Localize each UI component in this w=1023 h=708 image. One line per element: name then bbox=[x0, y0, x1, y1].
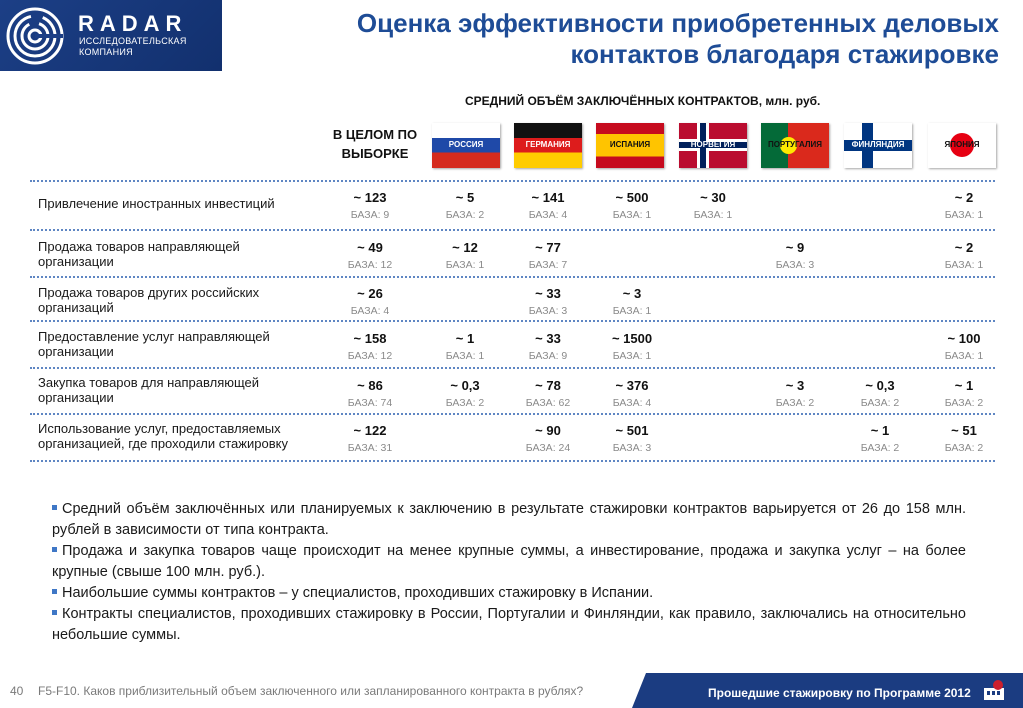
bullet-square-icon bbox=[52, 610, 57, 615]
list-item bbox=[52, 499, 966, 541]
cell-value: ~ 33 bbox=[535, 286, 561, 301]
row-label-line1: Закупка товаров для направляющей bbox=[38, 375, 260, 390]
table-row-label bbox=[38, 239, 328, 269]
cell-base: БАЗА: 2 bbox=[860, 442, 900, 454]
table-row-label bbox=[38, 196, 328, 211]
cell-value: ~ 141 bbox=[531, 190, 565, 205]
cell-base: БАЗА: 1 bbox=[944, 350, 984, 362]
list-item bbox=[52, 604, 966, 646]
logo-subtitle-line1: ИССЛЕДОВАТЕЛЬСКАЯ bbox=[79, 36, 187, 46]
cell-base: БАЗА: 1 bbox=[445, 259, 485, 271]
cell-base: БАЗА: 2 bbox=[775, 397, 815, 409]
logo-name: RADAR bbox=[78, 11, 188, 36]
findings-list bbox=[52, 499, 966, 646]
cell-base: БАЗА: 1 bbox=[445, 350, 485, 362]
row-label-line1: Использование услуг, предоставляемых bbox=[38, 421, 281, 436]
page-title-line2: контактов благодаря стажировке bbox=[570, 39, 999, 69]
cell-value: ~ 0,3 bbox=[865, 378, 895, 393]
cell-value: ~ 158 bbox=[353, 331, 387, 346]
cell-base: БАЗА: 4 bbox=[612, 397, 652, 409]
list-item bbox=[52, 583, 966, 604]
cell-base: БАЗА: 2 bbox=[445, 397, 485, 409]
cell-base: БАЗА: 4 bbox=[528, 209, 568, 221]
cell-base: БАЗА: 7 bbox=[528, 259, 568, 271]
flag-russia bbox=[432, 123, 500, 168]
table-row-label bbox=[38, 329, 328, 359]
table-separator bbox=[30, 460, 995, 462]
row-label-line2: организации bbox=[38, 390, 114, 405]
logo-subtitle bbox=[79, 36, 187, 58]
cell-value: ~ 1 bbox=[870, 423, 890, 438]
cell-value: ~ 90 bbox=[535, 423, 561, 438]
cell-base: БАЗА: 2 bbox=[860, 397, 900, 409]
table-row-label bbox=[38, 421, 328, 451]
flag-norway bbox=[679, 123, 747, 168]
cell-value: ~ 12 bbox=[452, 240, 478, 255]
table-title: СРЕДНИЙ ОБЪЁМ ЗАКЛЮЧЁННЫХ КОНТРАКТОВ, млн. руб. bbox=[465, 94, 821, 108]
row-label-line1: Предоставление услуг направляющей bbox=[38, 329, 270, 344]
flag-japan bbox=[928, 123, 996, 168]
flag-label-finland: ФИНЛЯНДИЯ bbox=[851, 140, 905, 149]
flag-label-spain: ИСПАНИЯ bbox=[609, 140, 651, 149]
cell-value: ~ 3 bbox=[622, 286, 642, 301]
bullet-square-icon bbox=[52, 505, 57, 510]
cell-base: БАЗА: 3 bbox=[528, 305, 568, 317]
cell-value: ~ 26 bbox=[357, 286, 383, 301]
page-title-line1: Оценка эффективности приобретенных деловых bbox=[356, 8, 999, 38]
cell-base: БАЗА: 12 bbox=[347, 350, 393, 362]
company-logo bbox=[0, 0, 222, 71]
cell-base: БАЗА: 74 bbox=[347, 397, 393, 409]
cell-base: БАЗА: 1 bbox=[944, 209, 984, 221]
list-item bbox=[52, 541, 966, 583]
cell-value: ~ 33 bbox=[535, 331, 561, 346]
row-label-line2: организацией, где проходили стажировку bbox=[38, 436, 288, 451]
bullet-square-icon bbox=[52, 589, 57, 594]
row-label-line2: организаций bbox=[38, 300, 114, 315]
cell-value: ~ 100 bbox=[947, 331, 981, 346]
cell-base: БАЗА: 1 bbox=[612, 350, 652, 362]
cell-value: ~ 2 bbox=[954, 240, 974, 255]
flag-portugal bbox=[761, 123, 829, 168]
page-number: 40 bbox=[10, 684, 24, 698]
flag-label-japan: ЯПОНИЯ bbox=[944, 140, 980, 149]
cell-base: БАЗА: 24 bbox=[525, 442, 571, 454]
cell-value: ~ 501 bbox=[615, 423, 649, 438]
cell-base: БАЗА: 3 bbox=[775, 259, 815, 271]
cell-base: БАЗА: 12 bbox=[347, 259, 393, 271]
row-label-line2: организации bbox=[38, 344, 114, 359]
footer-badge-text: Прошедшие стажировку по Программе 2012 bbox=[708, 686, 971, 700]
row-label-line1: Продажа товаров других российских bbox=[38, 285, 260, 300]
row-label-line1: Продажа товаров направляющей bbox=[38, 239, 240, 254]
globe-building-icon bbox=[982, 679, 1006, 701]
cell-base: БАЗА: 2 bbox=[944, 397, 984, 409]
flag-finland bbox=[844, 123, 912, 168]
cell-base: БАЗА: 9 bbox=[350, 209, 390, 221]
cell-base: БАЗА: 62 bbox=[525, 397, 571, 409]
table-separator bbox=[30, 180, 995, 182]
question-note: F5-F10. Каков приблизительный объем заключенного или запланированного контракта в рублях? bbox=[38, 684, 584, 698]
table-separator bbox=[30, 367, 995, 369]
cell-base: БАЗА: 2 bbox=[944, 442, 984, 454]
flag-spain bbox=[596, 123, 664, 168]
cell-value: ~ 3 bbox=[785, 378, 805, 393]
cell-value: ~ 86 bbox=[357, 378, 383, 393]
cell-value: ~ 78 bbox=[535, 378, 561, 393]
overall-header-line2: ВЫБОРКЕ bbox=[341, 146, 409, 161]
cell-value: ~ 30 bbox=[700, 190, 726, 205]
cell-value: ~ 122 bbox=[353, 423, 387, 438]
cell-base: БАЗА: 3 bbox=[612, 442, 652, 454]
cell-base: БАЗА: 1 bbox=[944, 259, 984, 271]
table-separator bbox=[30, 276, 995, 278]
bullet-square-icon bbox=[52, 547, 57, 552]
row-label-line2: организации bbox=[38, 254, 114, 269]
overall-column-header bbox=[322, 125, 428, 163]
list-item-text: Контракты специалистов, проходивших стажировку в России, Португалии и Финляндии, как правило, заключались на относительно небольшие суммы. bbox=[52, 606, 966, 643]
page-title bbox=[279, 8, 999, 70]
flag-label-portugal: ПОРТУГАЛИЯ bbox=[767, 140, 823, 149]
cell-value: ~ 500 bbox=[615, 190, 649, 205]
overall-header-line1: В ЦЕЛОМ ПО bbox=[332, 127, 418, 142]
cell-value: ~ 2 bbox=[954, 190, 974, 205]
cell-base: БАЗА: 9 bbox=[528, 350, 568, 362]
cell-value: ~ 49 bbox=[357, 240, 383, 255]
row-label-line1: Привлечение иностранных инвестиций bbox=[38, 196, 275, 211]
cell-value: ~ 9 bbox=[785, 240, 805, 255]
cell-value: ~ 77 bbox=[535, 240, 561, 255]
list-item-text: Наибольшие суммы контрактов – у специалистов, проходивших стажировку в Испании. bbox=[62, 585, 654, 601]
cell-value: ~ 1 bbox=[455, 331, 475, 346]
table-row-label bbox=[38, 285, 328, 315]
cell-value: ~ 5 bbox=[455, 190, 475, 205]
flag-germany bbox=[514, 123, 582, 168]
cell-value: ~ 123 bbox=[353, 190, 387, 205]
cell-value: ~ 1 bbox=[954, 378, 974, 393]
table-separator bbox=[30, 320, 995, 322]
cell-base: БАЗА: 4 bbox=[350, 305, 390, 317]
radar-logo-icon bbox=[6, 7, 64, 65]
cell-value: ~ 376 bbox=[615, 378, 649, 393]
flag-label-russia: РОССИЯ bbox=[448, 140, 484, 149]
table-separator bbox=[30, 229, 995, 231]
cell-value: ~ 1500 bbox=[611, 331, 653, 346]
list-item-text: Продажа и закупка товаров чаще происходит на менее крупные суммы, а инвестирование, продажа и закупка услуг – на более крупные (свыше 100 млн. руб.). bbox=[52, 543, 966, 580]
list-item-text: Средний объём заключённых или планируемых к заключению в результате стажировки контрактов варьируется от 26 до 158 млн. рублей в зависимости от типа контракта. bbox=[52, 501, 966, 538]
flag-label-germany: ГЕРМАНИЯ bbox=[525, 140, 571, 149]
flag-label-norway: НОРВЕГИЯ bbox=[690, 140, 736, 149]
cell-base: БАЗА: 1 bbox=[693, 209, 733, 221]
cell-value: ~ 51 bbox=[951, 423, 977, 438]
logo-subtitle-line2: КОМПАНИЯ bbox=[79, 47, 133, 57]
table-row-label bbox=[38, 375, 328, 405]
table-separator bbox=[30, 413, 995, 415]
cell-base: БАЗА: 31 bbox=[347, 442, 393, 454]
cell-value: ~ 0,3 bbox=[450, 378, 480, 393]
cell-base: БАЗА: 1 bbox=[612, 305, 652, 317]
cell-base: БАЗА: 2 bbox=[445, 209, 485, 221]
cell-base: БАЗА: 1 bbox=[612, 209, 652, 221]
